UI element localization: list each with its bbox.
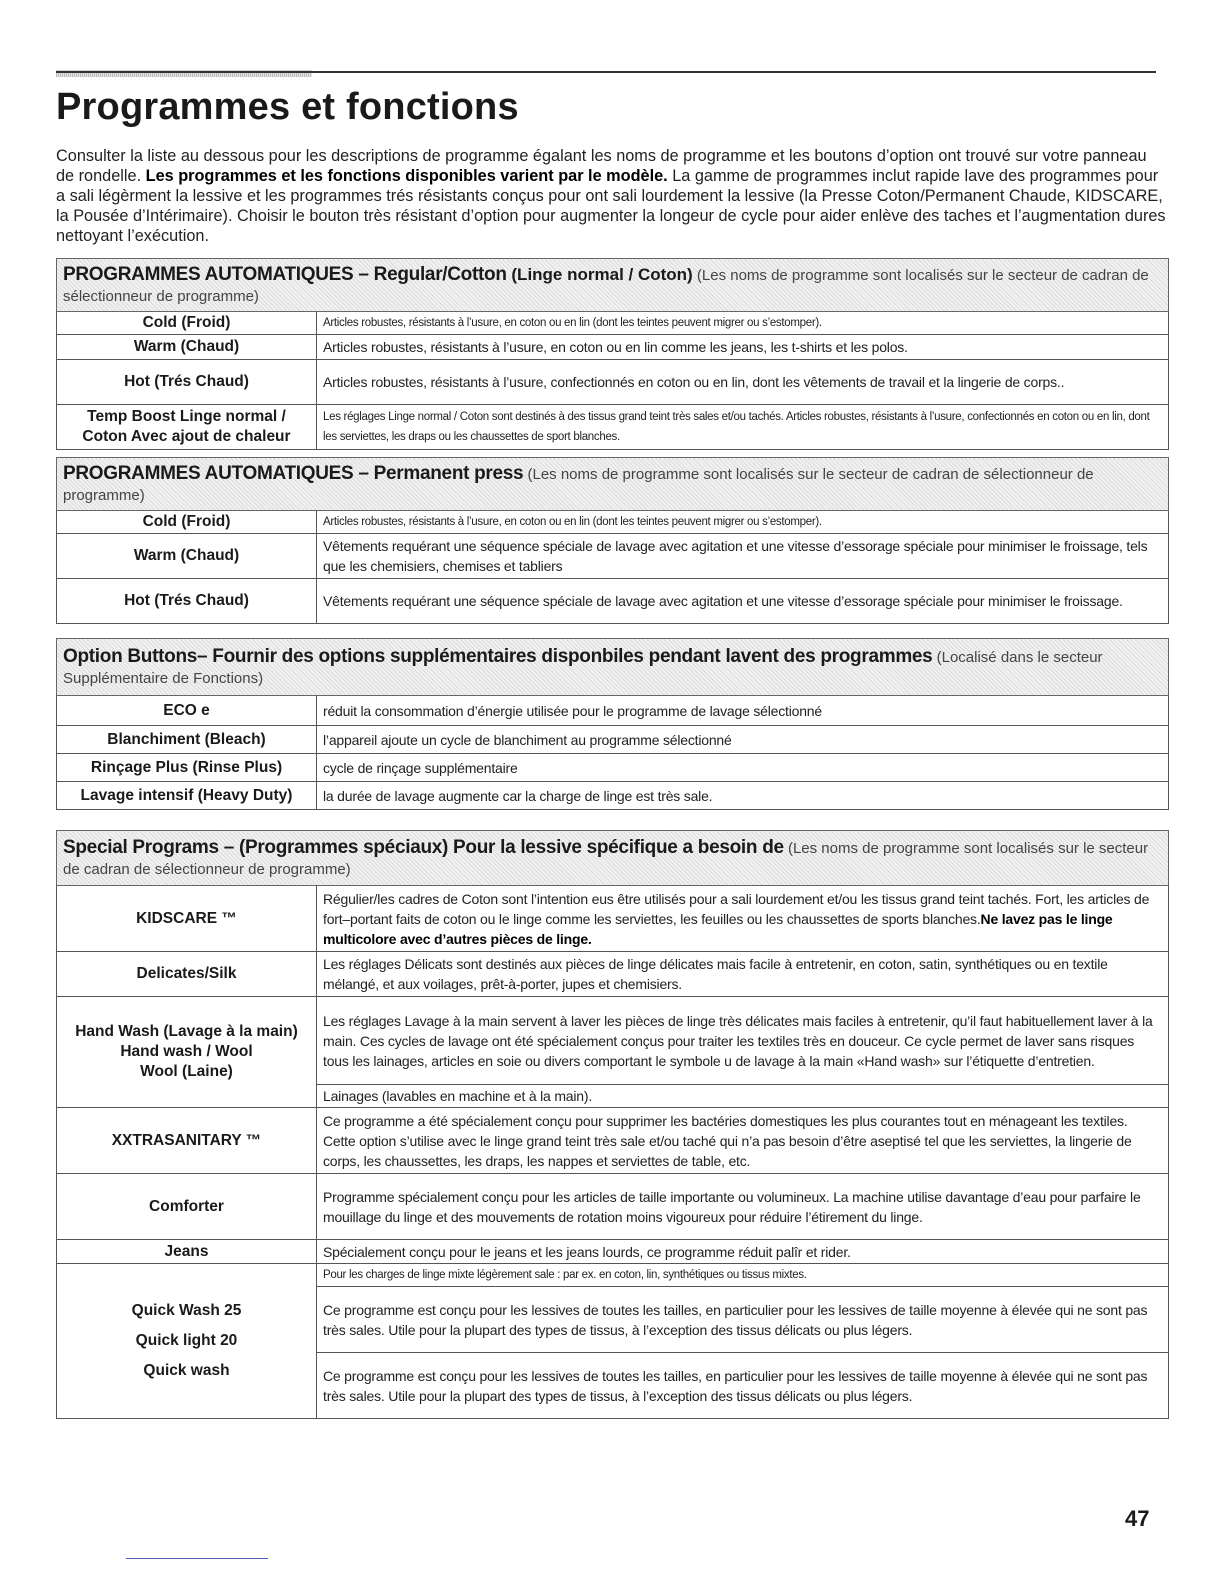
section-header	[57, 458, 1169, 511]
program-name: Cold (Froid)	[57, 511, 317, 534]
program-name: Cold (Froid)	[57, 312, 317, 335]
section-header-note: (Les noms de programme sont localisés sur le secteur de cadran de sélectionneur de programme)	[63, 839, 1149, 878]
table-row	[57, 1240, 1169, 1264]
table-row	[57, 511, 1169, 534]
program-description: Ce programme est conçu pour les lessives de toutes les tailles, en particulier pour les lessives de taille moyenne à élevée qui ne sont pas très sales. Utile pour la plupart des types de tissus, à l’exception des tissus délicats ou plus légers.	[317, 1287, 1169, 1353]
regular-cotton-table	[56, 258, 1169, 450]
table-row	[57, 1108, 1169, 1174]
section-header-note: (Les noms de programme sont localisés sur le secteur de cadran de sélectionneur de programme)	[63, 465, 1094, 504]
program-description: Articles robustes, résistants à l’usure, en coton ou en lin comme les jeans, les t-shirts et les polos.	[317, 335, 1169, 360]
program-description: Lainages (lavables en machine et à la main).	[317, 1085, 1169, 1108]
program-description: Programme spécialement conçu pour les articles de taille importante ou volumineux. La machine utilise davantage d’eau pour parfaire le mouillage du linge et des mouvements de rotation moins vigoureux pour réduire l’étirement du linge.	[317, 1174, 1169, 1240]
option-description: l’appareil ajoute un cycle de blanchiment au programme sélectionné	[317, 726, 1169, 754]
intro-bold: Les programmes et les fonctions disponibles varient par le modèle.	[145, 167, 668, 185]
program-name-line: Quick light 20	[135, 1332, 238, 1349]
program-name: Jeans	[57, 1240, 317, 1264]
intro-text-2: La gamme de programmes inclut rapide lave des programmes pour a sali légèrment la lessive et les programmes trés résistants conçus pour ont sali lourdement la lessive (la Presse Coton/Permanent Chaude, KIDSCARE, la Pousée d’Intérimaire). Choisir le bouton très résistant d’option pour augmenter la longeur de cycle pour aider enlève des taches et l’augmentation dures nettoyant l’exécution.	[56, 167, 1166, 245]
table-row	[57, 534, 1169, 579]
option-name: ECO e	[57, 696, 317, 726]
program-name-line: Quick Wash 25	[131, 1302, 242, 1319]
permanent-press-table	[56, 457, 1169, 624]
program-description: Les réglages Lavage à la main servent à laver les pièces de linge très délicates mais faciles à entretenir, qu’il faut habituellement laver à la main. Ces cycles de lavage ont été spécialement conçus pour traiter les textiles très en douceur. Ce cycle permet de laver sans risques tous les lainages, articles en soie ou divers comportant le symbole u de lavage à la main «Hand wash» sur l’étiquette d’entretien.	[317, 997, 1169, 1085]
section-header-subtitle: (Linge normal / Coton)	[506, 264, 693, 284]
table-row	[57, 312, 1169, 335]
program-name-line: Hand Wash (Lavage à la main)	[75, 1023, 298, 1040]
program-name	[57, 1264, 317, 1419]
table-row	[57, 952, 1169, 997]
table-row	[57, 579, 1169, 624]
section-header-title: PROGRAMMES AUTOMATIQUES – Permanent press	[63, 462, 524, 484]
program-description: Articles robustes, résistants à l’usure, confectionnés en coton ou en lin, dont les vêtements de travail et la lingerie de corps..	[317, 360, 1169, 405]
section-header-note: (Localisé dans le secteur Supplémentaire de Fonctions)	[63, 648, 1103, 687]
program-name: XXTRASANITARY ™	[57, 1108, 317, 1174]
section-header	[57, 639, 1169, 696]
program-description	[317, 886, 1169, 952]
program-description-text: Régulier/les cadres de Coton sont l’intention eus être utilisés pour a sali lourdement et/ou les tissus grand teint tachés. Fort, les articles de fort–portant faits de coton ou le linge comme les serviettes, les feuilles ou les chaussettes de sports blanches.	[323, 890, 1150, 927]
program-description: Vêtements requérant une séquence spéciale de lavage avec agitation et une vitesse d’essorage spéciale pour minimiser le froissage, tels que les chemisiers, chemises et tabliers	[317, 534, 1169, 579]
intro-paragraph	[56, 146, 1166, 246]
program-name: Warm (Chaud)	[57, 534, 317, 579]
program-description: Articles robustes, résistants à l’usure, en coton ou en lin (dont les teintes peuvent migrer ou s’estomper).	[317, 511, 1169, 534]
table-row	[57, 726, 1169, 754]
page-title: Programmes et fonctions	[56, 86, 519, 128]
program-description: Pour les charges de linge mixte légèrement sale : par ex. en coton, lin, synthétiques ou tissus mixtes.	[317, 1264, 1169, 1287]
special-programs-table	[56, 830, 1169, 1419]
option-name: Lavage intensif (Heavy Duty)	[57, 782, 317, 810]
table-row	[57, 886, 1169, 952]
footer-line	[126, 1558, 268, 1559]
intro-text-1: Consulter la liste au dessous pour les descriptions de programme égalant les noms de programme et les boutons d’option ont trouvé sur votre panneau de rondelle.	[56, 147, 1147, 185]
option-description: réduit la consommation d’énergie utilisée pour le programme de lavage sélectionné	[317, 696, 1169, 726]
section-header	[57, 259, 1169, 312]
program-description: Articles robustes, résistants à l’usure, en coton ou en lin (dont les teintes peuvent migrer ou s’estomper).	[317, 312, 1169, 335]
section-header-title: PROGRAMMES AUTOMATIQUES – Regular/Cotton	[63, 263, 507, 285]
program-description: Spécialement conçu pour le jeans et les jeans lourds, ce programme réduit palîr et rider.	[317, 1240, 1169, 1264]
page-number: 47	[1125, 1506, 1150, 1531]
program-name: KIDSCARE ™	[57, 886, 317, 952]
table-row	[57, 782, 1169, 810]
program-name: Hot (Trés Chaud)	[57, 360, 317, 405]
section-header-title: Option Buttons– Fournir des options supplémentaires disponbiles pendant lavent des programmes	[63, 645, 933, 667]
program-description: Les réglages Linge normal / Coton sont destinés à des tissus grand teint très sales et/ou tachés. Articles robustes, résistants à l’usure, confectionnés en coton ou en lin, dont les serviettes, les draps ou les chaussettes de sport blanches.	[317, 405, 1169, 450]
section-header-title: Special Programs – (Programmes spéciaux) Pour la lessive spécifique a besoin de	[63, 836, 784, 858]
table-row	[57, 335, 1169, 360]
program-warning: Ne lavez pas le linge multicolore avec d’autres pièces de linge.	[323, 910, 1113, 947]
section-header-note: (Les noms de programme sont localisés sur le secteur de cadran de sélectionneur de programme)	[63, 266, 1149, 305]
table-row	[57, 754, 1169, 782]
program-name: Temp Boost Linge normal / Coton Avec ajout de chaleur	[57, 405, 317, 450]
program-name: Hot (Trés Chaud)	[57, 579, 317, 624]
option-description: la durée de lavage augmente car la charge de linge est très sale.	[317, 782, 1169, 810]
table-row	[57, 997, 1169, 1085]
program-name: Comforter	[57, 1174, 317, 1240]
program-name-line: Quick wash	[143, 1362, 230, 1379]
program-name	[57, 997, 317, 1108]
header-rule	[56, 71, 1156, 73]
program-description: Vêtements requérant une séquence spéciale de lavage avec agitation et une vitesse d’essorage spéciale pour minimiser le froissage.	[317, 579, 1169, 624]
program-description: Les réglages Délicats sont destinés aux pièces de linge délicates mais facile à entretenir, en coton, satin, synthétiques ou en textile mélangé, et aux voilages, prêt-à-porter, jupes et chemisiers.	[317, 952, 1169, 997]
program-name-line: Wool (Laine)	[140, 1063, 233, 1080]
section-header	[57, 831, 1169, 886]
option-buttons-table	[56, 638, 1169, 810]
option-name: Blanchiment (Bleach)	[57, 726, 317, 754]
program-name: Delicates/Silk	[57, 952, 317, 997]
program-name: Warm (Chaud)	[57, 335, 317, 360]
program-description: Ce programme est conçu pour les lessives de toutes les tailles, en particulier pour les lessives de taille moyenne à élevée qui ne sont pas très sales. Utile pour la plupart des types de tissus, à l’exception des tissus délicats ou plus légers.	[317, 1353, 1169, 1419]
table-row	[57, 1264, 1169, 1287]
program-name-line: Hand wash / Wool	[120, 1043, 253, 1060]
option-description: cycle de rinçage supplémentaire	[317, 754, 1169, 782]
table-row	[57, 360, 1169, 405]
option-name: Rinçage Plus (Rinse Plus)	[57, 754, 317, 782]
table-row	[57, 405, 1169, 450]
program-description: Ce programme a été spécialement conçu pour supprimer les bactéries domestiques les plus courantes tout en ménageant les textiles. Cette option s’utilise avec le linge grand teint très sale et/ou taché qui n’a pas besoin d’être aseptisé tel que les serviettes, la lingerie de corps, les chaussettes, les draps, les nappes et serviettes de table, etc.	[317, 1108, 1169, 1174]
table-row	[57, 696, 1169, 726]
table-row	[57, 1174, 1169, 1240]
